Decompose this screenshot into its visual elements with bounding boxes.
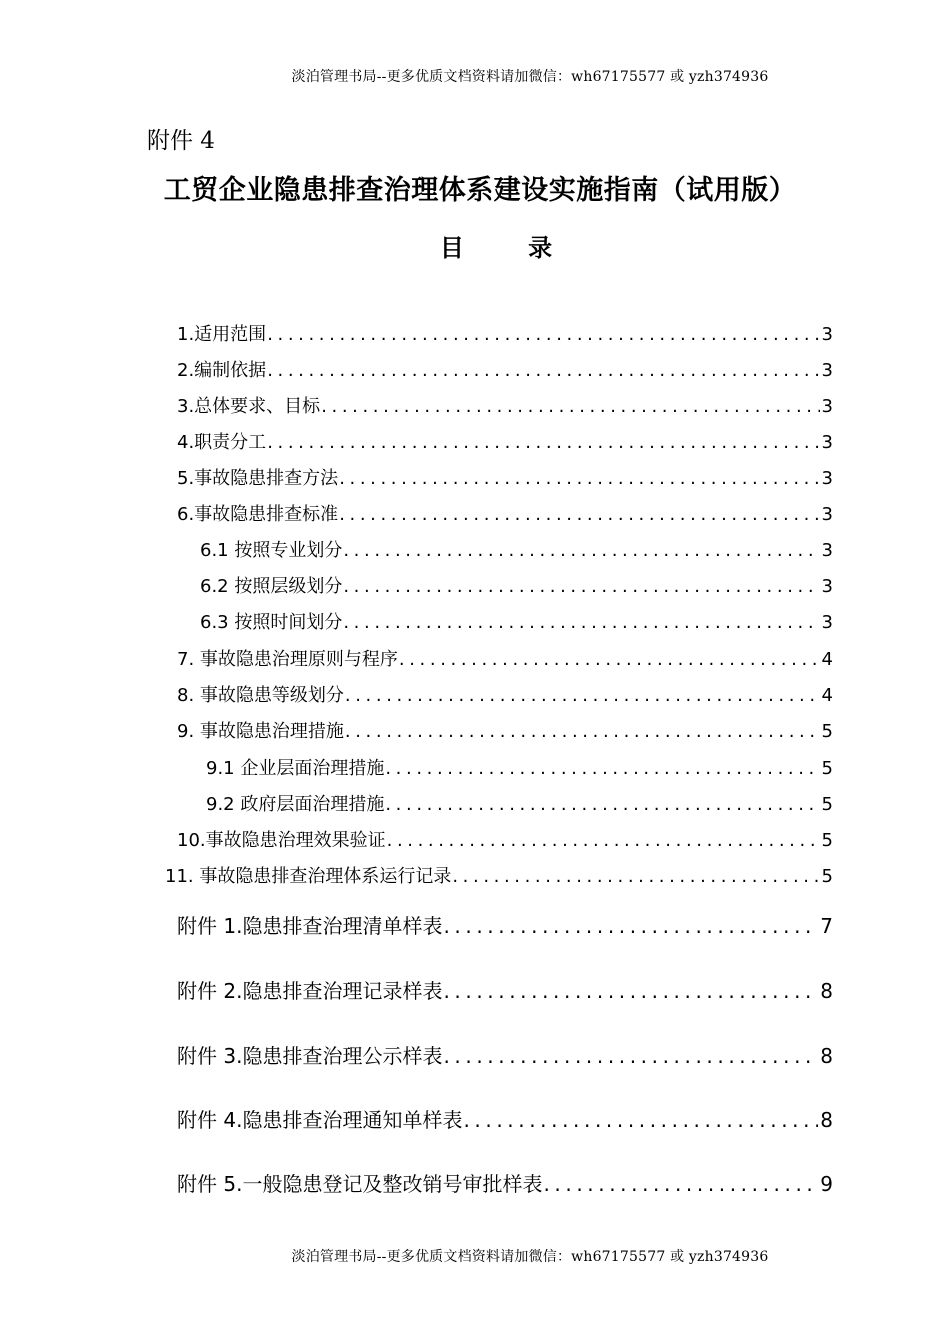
toc-leader <box>267 432 819 453</box>
toc-entry-label: 9.2 政府层面治理措施 <box>206 794 385 815</box>
toc-leader <box>387 830 820 851</box>
toc-heading: 目 录 <box>439 234 581 262</box>
toc-entry-label: 6.1 按照专业划分 <box>200 540 343 561</box>
toc-leader <box>321 396 819 417</box>
toc-entry-label: 7. 事故隐患治理原则与程序 <box>177 649 398 670</box>
toc-entry[interactable] <box>165 862 833 888</box>
toc-leader <box>343 612 819 633</box>
toc-leader <box>345 721 820 742</box>
toc-entry-label: 附件 5.一般隐患登记及整改销号审批样表 <box>177 1172 543 1196</box>
toc-entry-page: 5 <box>821 794 833 815</box>
toc-entry-page: 8 <box>820 979 833 1003</box>
toc-entry-page: 3 <box>821 612 833 633</box>
toc-entry[interactable] <box>177 1040 833 1069</box>
toc-entry-label: 6.事故隐患排查标准 <box>177 504 339 525</box>
toc-entry-page: 9 <box>820 1172 833 1196</box>
toc-entry-page: 4 <box>821 649 833 670</box>
toc-entry-page: 8 <box>820 1108 833 1132</box>
toc-entry-label: 4.职责分工 <box>177 432 267 453</box>
toc-entry-page: 3 <box>821 576 833 597</box>
toc-entry[interactable] <box>177 975 833 1004</box>
toc-entry-label: 2.编制依据 <box>177 360 267 381</box>
toc-entry-label: 8. 事故隐患等级划分 <box>177 685 344 706</box>
toc-entry[interactable] <box>177 717 833 743</box>
toc-entry[interactable] <box>177 910 833 939</box>
toc-entry-label: 3.总体要求、目标 <box>177 396 321 417</box>
toc-entry-page: 5 <box>821 758 833 779</box>
toc-entry-label: 附件 3.隐患排查治理公示样表 <box>177 1044 443 1068</box>
toc-entry-label: 10.事故隐患治理效果验证 <box>177 830 386 851</box>
toc-leader <box>452 866 819 887</box>
page-header-note: 淡泊管理书局--更多优质文档资料请加微信：wh67175577 或 yzh374936 <box>291 69 769 85</box>
toc-entry[interactable] <box>200 572 833 598</box>
toc-leader <box>343 576 819 597</box>
toc-entry-label: 9. 事故隐患治理措施 <box>177 721 344 742</box>
page-footer-note: 淡泊管理书局--更多优质文档资料请加微信：wh67175577 或 yzh374936 <box>291 1249 769 1265</box>
toc-entry[interactable] <box>177 464 833 490</box>
toc-entry-page: 3 <box>821 540 833 561</box>
toc-entry[interactable] <box>206 754 833 780</box>
toc-entry[interactable] <box>177 1104 833 1133</box>
toc-leader <box>463 1108 818 1132</box>
toc-entry-page: 5 <box>821 866 833 887</box>
toc-entry-label: 6.2 按照层级划分 <box>200 576 343 597</box>
toc-entry[interactable] <box>177 826 833 852</box>
toc-leader <box>443 979 818 1003</box>
toc-entry[interactable] <box>177 392 833 418</box>
toc-entry-label: 1.适用范围 <box>177 324 267 345</box>
toc-entry-page: 8 <box>820 1044 833 1068</box>
toc-entry[interactable] <box>200 536 833 562</box>
toc-leader <box>339 468 819 489</box>
toc-entry[interactable] <box>206 790 833 816</box>
toc-entry-page: 3 <box>821 432 833 453</box>
toc-entry-label: 附件 4.隐患排查治理通知单样表 <box>177 1108 463 1132</box>
toc-entry-page: 4 <box>821 685 833 706</box>
toc-leader <box>267 324 819 345</box>
toc-entry-page: 5 <box>821 721 833 742</box>
toc-leader <box>443 914 818 938</box>
toc-leader <box>543 1172 818 1196</box>
toc-leader <box>345 685 820 706</box>
toc-entry-page: 3 <box>821 396 833 417</box>
toc-leader <box>339 504 819 525</box>
document-title: 工贸企业隐患排查治理体系建设实施指南（试用版） <box>163 175 797 206</box>
toc-entry[interactable] <box>177 428 833 454</box>
toc-entry-page: 3 <box>821 360 833 381</box>
toc-entry-page: 3 <box>821 468 833 489</box>
toc-leader <box>343 540 819 561</box>
toc-entry[interactable] <box>177 500 833 526</box>
attachment-label: 附件 4 <box>147 128 215 154</box>
toc-leader <box>385 794 819 815</box>
toc-entry[interactable] <box>177 320 833 346</box>
toc-entry-label: 9.1 企业层面治理措施 <box>206 758 385 779</box>
toc-entry[interactable] <box>200 608 833 634</box>
toc-entry-page: 5 <box>821 830 833 851</box>
toc-entry-page: 3 <box>821 504 833 525</box>
toc-leader <box>443 1044 818 1068</box>
toc-entry-page: 3 <box>821 324 833 345</box>
toc-entry-page: 7 <box>820 914 833 938</box>
toc-entry[interactable] <box>177 356 833 382</box>
toc-entry[interactable] <box>177 645 833 671</box>
toc-entry-label: 附件 2.隐患排查治理记录样表 <box>177 979 443 1003</box>
toc-entry-label: 附件 1.隐患排查治理清单样表 <box>177 914 443 938</box>
toc-entry-label: 6.3 按照时间划分 <box>200 612 343 633</box>
toc-entry-label: 11. 事故隐患排查治理体系运行记录 <box>165 866 452 887</box>
toc-leader <box>399 649 820 670</box>
toc-leader <box>267 360 819 381</box>
toc-entry-label: 5.事故隐患排查方法 <box>177 468 339 489</box>
toc-entry[interactable] <box>177 681 833 707</box>
toc-leader <box>385 758 819 779</box>
toc-entry[interactable] <box>177 1168 833 1197</box>
